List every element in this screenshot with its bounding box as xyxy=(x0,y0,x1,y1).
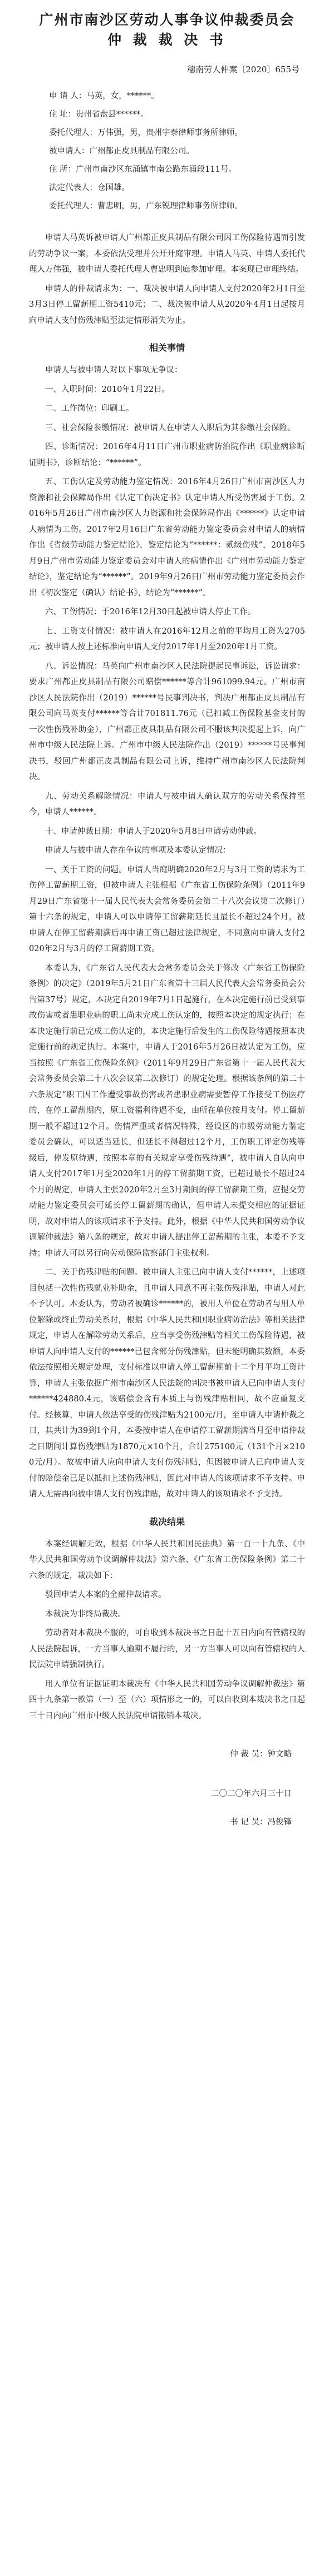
fact-item: 九、劳动关系解除情况：申请人与被申请人确认双方的劳动关系保持至今，申请人******。 xyxy=(29,792,305,817)
fact-item: 二、工作岗位：印刷工。 xyxy=(45,404,134,413)
party-applicant-address: 住 址：贵州省盘县******。 xyxy=(49,110,149,119)
facts-heading: 相关事情 xyxy=(149,342,185,353)
party-respondent-address: 住 所：广州市南沙区东涌镇市南公路东涌段111号。 xyxy=(49,165,237,174)
dispute-paragraph: 一、关于工资的问题。申请人当庭明确2020年2月与3月工资的请求为工伤停工留薪期工资，但被申请人主张根据《广东省工伤保险条例》（2011年9月29日广东省第十一届人民代表大会常务委员会第二十八次会议第二次修订）第十六条的规定，申请人可以申请停工留薪期延长且最长不超过24个月，被申请人在停工留薪期满后再申请工资已超过法律规定，不同意向申请人支付2020年2月与3月的停工留薪期工资。 xyxy=(29,865,305,953)
fact-item: 八、诉讼情况：马英向广州市南沙区人民法院提起民事诉讼，诉讼请求：要求广州都正皮具制品有限公司赔偿******等合计961099.94元。广州市南沙区人民法院作出（2019）******号民事判决书，判决广州都正皮具制品有限公司向马英支付******等合计701811.76元（已扣减工伤保险基金支付的一次性伤残补助金），广州都正皮具制品有限公司不服该判决提起上诉，向广州市中级人民法院上诉。广州市中级人民法院作出（2019）******号民事判决书，驳回广州都正皮具制品有限公司上诉，维持广州市南沙区人民法院判决。 xyxy=(29,662,305,782)
parties-block xyxy=(29,87,305,216)
fact-item: 七、工资支付情况：被申请人在2016年12月之前的平均月工资为2705元；被申请人按上述标准向申请人支付2017年1月至2020年1月工资。 xyxy=(29,626,305,652)
fact-item: 六、工伤情况：于2016年12月30日起被申请人停止工作。 xyxy=(45,608,256,616)
facts-intro: 申请人与被申请人对以下事项无争议： xyxy=(45,366,183,375)
clerk-signature: 书 记 员：冯俊锋 xyxy=(230,1818,292,1827)
award-date: 二〇二〇年六月三十日 xyxy=(211,1789,292,1798)
ruling-paragraph: 本案经调解无效，根据《中华人民共和国民法典》第一百一十九条、《中华人民共和国劳动争议调解仲裁法》第六条、《广东省工伤保险条例》第二十六条的规定，裁决如下： xyxy=(29,1539,305,1580)
ruling-heading: 裁决结果 xyxy=(149,1516,185,1527)
fact-item: 一、入职时间：2010年1月22日。 xyxy=(45,385,170,394)
ruling-paragraph: 驳回申请人本案的全部仲裁请求。 xyxy=(45,1590,166,1599)
ruling-paragraph: 劳动者对本裁决不服的，可自收到本裁决书之日起十五日内向有管辖权的人民法院起诉，一方当事人逾期不履行的，另一方当事人可以向有管辖权的人民法院申请强制执行。 xyxy=(29,1629,305,1669)
party-applicant: 申 请 人：马英，女，******。 xyxy=(49,92,159,101)
fact-item: 五、工伤认定及劳动能力鉴定情况：2016年4月26日广州市南沙区人力资源和社会保障局作出《认定工伤决定书》认定申请人所受伤害属于工伤。2016年5月26日广州市南沙区人力资源和社会保障局作出《******》认定申请人病情为工伤。2017年2月16日广东省劳动能力鉴定委员会对申请人的病情作出《省级劳动能力鉴定结论》，鉴定结论为“******：贰级伤残”，2018年5月9日广州市劳动能力鉴定委员会对申请人的病情作出《广州市劳动能力鉴定结论》，鉴定结论为“******”。2019年9月26日广州市劳动能力鉴定委员会作出《初次鉴定（确认）结论书》，结论为“******”。 xyxy=(29,478,305,598)
case-number: 穗南劳人仲案〔2020〕655号 xyxy=(187,64,299,74)
arbitrator-signature: 仲 裁 员：钟文略 xyxy=(230,1750,292,1759)
dispute-paragraph: 本委认为，《广东省人民代表大会常务委员会关于修改〈广东省工伤保险条例〉的决定》（2019年5月21日广东省第十三届人民代表大会常务委员会公告第37号）规定，本决定自2019年7月1日起施行，在本决定施行前已受到事故伤害或者患职业病的职工尚未完成工伤认定的，按照本决定的规定执行；在本决定施行前已完成工伤认定的，本决定施行后发生的工伤保险待遇按照本决定施行前的规定执行。本案中，申请人于2016年5月26日被认定为工伤，应当按照《广东省工伤保险条例》（2011年9月29日广东省第十一届人民代表大会常务委员会第二十八次会议第二次修订）的规定处理。根据该条例的第二十六条规定“职工因工作遭受事故伤害或者患职业病需要暂停工作接受工伤医疗的，在停工留薪期内，原工资福利待遇不变，由所在单位按月支付。停工留薪期一般不超过12个月。伤情严重或者情况特殊，经设区的市级劳动能力鉴定委员会确认，可以适当延长，但延长不得超过12个月，工伤职工评定伤残等级后，停发原待遇，按照本章的有关规定享受伤残待遇”，被申请人自认向申请人支付2017年1月至2020年1月的停工留薪期工资，已超过最长不超过24个月的规定，申请人主张2020年2月至3月期间的停工留薪期工资，应提交劳动能力鉴定委员会可延长停工留薪期的确认，但申请人未提交相应的证据证明，故对申请人的该项请求不予支持。此外，根据《中华人民共和国劳动争议调解仲裁法》第八条的规定，故对申请人提出停工留薪期的主张，本委不予支持；申请人可以另行向劳动保障监察部门主张权利。 xyxy=(29,963,305,1258)
claims-paragraph: 申请人的仲裁请求为：一、裁决被申请人向申请人支付2020年2月1日至3月3日停工留薪期工资5410元；二、裁决被申请人从2020年4月1日起按月向申请人支付伤残津贴至法定情形消失为止。 xyxy=(29,284,305,325)
document-title: 广州市南沙区劳动人事争议仲裁委员会 xyxy=(39,12,295,28)
ruling-paragraph: 本裁决为非终局裁决。 xyxy=(45,1609,126,1619)
party-respondent-agent: 委托代理人：曹忠明，男，广东锐理律师事务所律师。 xyxy=(49,202,243,211)
intro-paragraph: 申请人马英诉被申请人广州都正皮具制品有限公司因工伤保险待遇而引发的劳动争议一案，本委依法受理并公开开庭审理。申请人马英、申请人委托代理人万伟强，被申请人委托代理人曹忠明到庭参加审理。本案现已审理终结。 xyxy=(29,233,305,274)
party-legal-representative: 法定代表人：仓国雄。 xyxy=(49,183,130,192)
fact-item: 四、诊断情况：2016年4月11日广州市职业病防治院作出《职业病诊断证明书》，诊断结论：“******”。 xyxy=(29,442,305,468)
fact-item: 三、社会保险参缴情况：被申请人在申请人入职后为其参缴社会保险。 xyxy=(45,423,296,432)
ruling-paragraph: 用人单位有证据证明本裁决有《中华人民共和国劳动争议调解仲裁法》第四十九条第一款第（一）至（六）项情形之一的，可以自收到本裁决书之日起三十日内向广州市中级人民法院申请撤销本裁决。 xyxy=(29,1679,305,1720)
dispute-intro: 申请人与被申请人存在争议的事项及本委认定情况： xyxy=(45,846,231,855)
fact-item: 十、申请仲裁日期：申请人于2020年5月8日申请劳动仲裁。 xyxy=(45,827,262,836)
dispute-paragraph: 二、关于伤残津贴的问题。被申请人主张已向申请人支付******，上述项目包括一次性伤残就业补助金，且申请人同意不再主张伤残津贴，申请人对此不予认可。本委认为，劳动者被确诊******的，被用人单位在劳动者与用人单位解除或终止劳动关系时，根据《中华人民共和国职业病防治法》等相关法律规定，申请人在解除劳动关系后，应当享受伤残津贴等相关工伤保险待遇，被申请人向申请人支付的******已包含部分伤残津贴，但未能明确其数额，本委依法按照相关规定处理，支付标准以申请人停工留薪期前十二个月平均工资计算，申请人主张依据广州市南沙区人民法院的判决书被申请人已向申请人支付******424880.4元，该赔偿金含有本质上与伤残津贴相同，故不应重复支付。经核算，申请人依法享受的伤残津贴为2100元/月，至申请人申请仲裁之日，其共计为39到1个月，本委按申请人在申请停工留薪期满当月至申请仲裁之日期间计算伤残津贴为1870元×10个月，合计275100元（131个月×2100元/月）。故被申请人应向申请人支付伤残津贴，但因被申请人已向申请人支付的赔偿金已足以抵扣上述伤残津贴，因此对申请人的该项请求不予支持。申请人无需再向被申请人支付伤残津贴，故对申请人的该项请求不予支持。 xyxy=(29,1268,305,1499)
party-applicant-agent: 委托代理人：万伟强，男，贵州宇泰律师事务所律师。 xyxy=(49,128,243,137)
document-subtitle: 仲 裁 裁 决 书 xyxy=(107,32,227,48)
party-respondent: 被申请人：广州都正皮具制品有限公司。 xyxy=(49,147,194,156)
